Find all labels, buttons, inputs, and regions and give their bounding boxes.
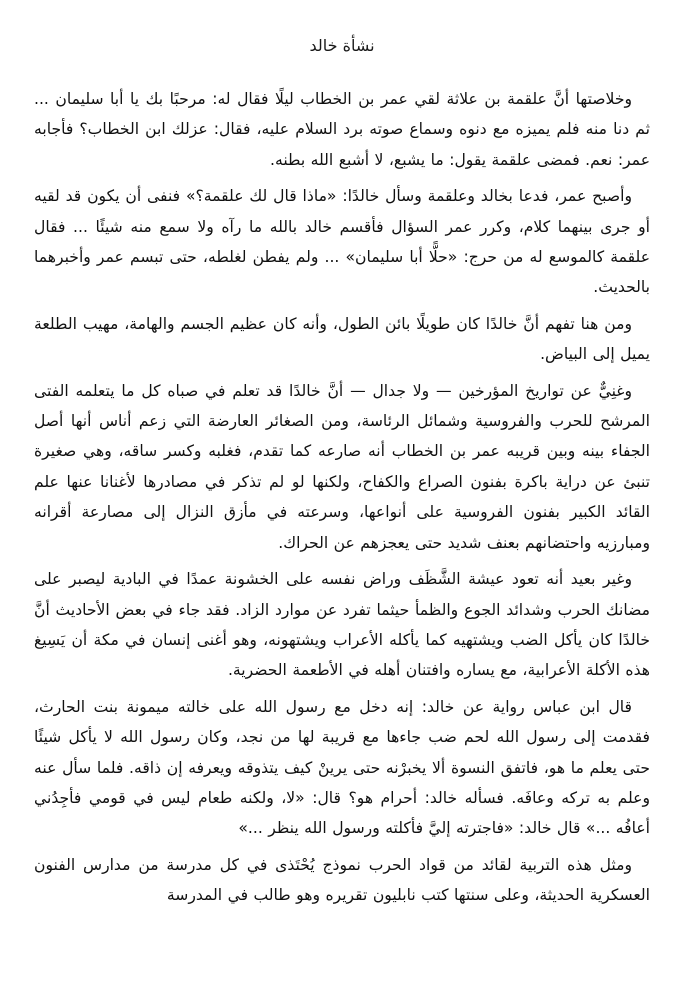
page-body <box>34 84 650 917</box>
paragraph-1: وخلاصتها أنَّ علقمة بن علاثة لقي عمر بن الخطاب ليلًا فقال له: مرحبًا بك يا أبا سليمان ... ثم دنا منه فلم يميزه مع دنوه وسماع صوته برد السلام عليه، فقال: عزلك ابن الخطاب؟ فأجابه عمر: نعم. فمضى علقمة يقول: ما يشبع، لا أشبع الله بطنه. <box>34 90 650 169</box>
paragraph-3: ومن هنا تفهم أنَّ خالدًا كان طويلًا بائن الطول، وأنه كان عظيم الجسم والهامة، مهيب الطلعة يميل إلى البياض. <box>34 314 650 364</box>
paragraph-2: وأصبح عمر، فدعا بخالد وعلقمة وسأل خالدًا: «ماذا قال لك علقمة؟» فنفى أن يكون قد لقيه أو جرى بينهما كلام، وكرر عمر السؤال فأقسم خالد بالله ما رآه ولا سمع منه شيئًا ... فقال علقمة كالموسع له من حرج: «حلًّا أبا سليمان» ... ولم يفطن لغلطه، حتى تبسم عمر وأخبرهما بالحديث. <box>34 187 650 297</box>
paragraph-6: قال ابن عباس رواية عن خالد: إنه دخل مع رسول الله على خالته ميمونة بنت الحارث، فقدمت إلى رسول الله لحم ضب جاءها مع قريبة لها من نجد، وكان رسول الله لا يأكل شيئًا حتى يعلم ما هو، فاتفق النسوة ألا يخبرْنه حتى يرينْ كيف يتذوقه ويعرفه إن ذاقه. فلما سأل عنه وعلم به تركه وعافَه. فسأله خالد: أحرام هو؟ قال: «لا، ولكنه طعام ليس في قومي فأجِدُني أعافُه ...» قال خالد: «فاجترته إليَّ فأكلته ورسول الله ينظر ...» <box>34 697 650 838</box>
running-title: نشأة خالد <box>309 36 375 55</box>
paragraph-4: وغنِيٌّ عن تواريخ المؤرخين — ولا جدال — أنَّ خالدًا قد تعلم في صباه كل ما يتعلمه الفتى المرشح للحرب والفروسية وشمائل الرئاسة، ومن الصغائر العارضة التي زعم أناس أنها أصل الجفاء بينه وبين قريبه عمر بن الخطاب أنه صارعه كما تقدم، فغلبه وكسر ساقه، وهي صغيرة تنبئ عن دراية باكرة بفنون الصراع والكفاح، ولكنها لو لم تذكر في مصادرها لأغنانا عنها علم القائد الكبير بفنون الفروسية على أنواعها، وسرعته في مأزق النزال إلى مصارعة أقرانه ومبارزيه واحتضانهم بعنف شديد حتى يعجزهم عن الحراك. <box>34 381 650 552</box>
paragraph-5: وغير بعيد أنه تعود عيشة الشَّظَف وراض نفسه على الخشونة عمدًا في البادية ليصبر على مضانك الحرب وشدائد الجوع والظمأ حيثما تفرد عن موارد الزاد. فقد جاء في بعض الأحاديث أنَّ خالدًا كان يأكل الضب ويشتهيه كما يأكله الأعراب ويشتهونه، وهو أغنى إنسان في مكة أن يَسِيغ هذه الأكلة الأعرابية، مع يساره وافتنان أهله في الأطعمة الحضرية. <box>34 570 650 680</box>
paragraph-7: ومثل هذه التربية لقائد من قواد الحرب نموذج يُحْتَذى في كل مدرسة من مدارس الفنون العسكرية الحديثة، وعلى سنتها كتب نابليون تقريره وهو طالب في المدرسة <box>34 855 650 905</box>
